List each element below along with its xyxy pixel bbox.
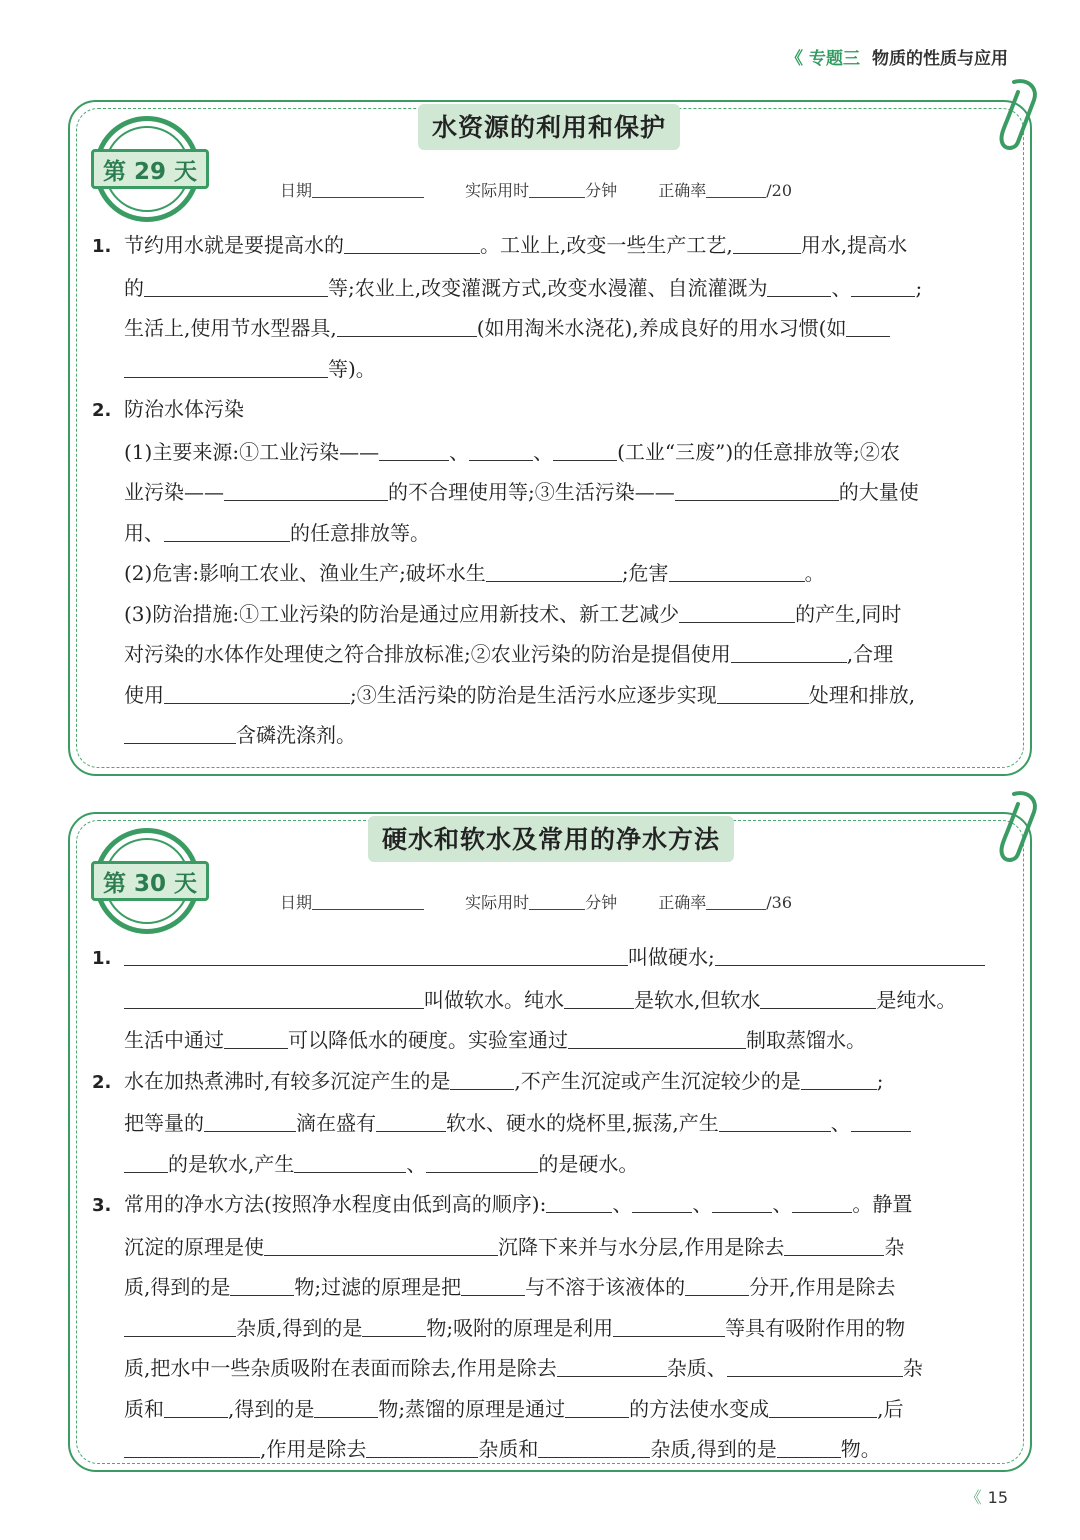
text-row [92,389,1010,432]
text: 、 [406,1151,427,1176]
text: 、 [831,275,852,300]
text: 、 [772,1192,793,1216]
text: 。工业上,改变一些生产工艺, [480,233,733,257]
answer-blank[interactable] [715,943,985,966]
answer-blank[interactable] [564,986,634,1009]
text: 生活中通过 [124,1028,224,1052]
text: (3)防治措施:①工业污染的防治是通过应用新技术、新工艺减少 [124,601,680,626]
day30-badge-label: 第 30 天 [91,861,209,901]
text-row [92,675,1010,716]
answer-blank[interactable] [344,231,480,254]
text: 制取蒸馏水。 [746,1028,866,1052]
answer-blank[interactable] [264,1233,498,1256]
text: 的不合理使用等;③生活污染—— [388,480,675,504]
text: 业污染—— [124,480,224,504]
answer-blank[interactable] [731,640,847,663]
text: 、 [692,1192,713,1216]
text-row [92,1267,1010,1308]
text-row [92,513,1010,554]
answer-blank[interactable] [469,438,533,461]
time-unit: 分钟 [585,893,618,912]
text: 杂质和 [478,1437,539,1461]
answer-blank[interactable] [294,1150,406,1173]
day30-badge [94,828,200,934]
answer-blank[interactable] [784,1233,884,1256]
answer-blank[interactable] [669,559,805,582]
answer-blank[interactable] [362,1314,426,1337]
chevron-left-icon: 《 [786,49,803,69]
text-row [92,1389,1010,1430]
text: 质,得到的是 [124,1275,231,1299]
text: 节约用水就是要提高水的 [124,233,344,257]
text: 的方法使水变成 [629,1396,770,1421]
text: ,后 [877,1396,904,1421]
text: ; [876,1068,884,1093]
text: 是纯水。 [876,987,957,1012]
answer-blank[interactable] [546,1190,612,1213]
answer-blank[interactable] [767,274,831,297]
page-header [786,44,1008,69]
text: ,作用是除去 [260,1437,367,1461]
answer-blank[interactable] [777,1435,841,1458]
day29-badge-label: 第 29 天 [91,149,209,189]
text: (工业“三废”)的任意排放等;②农 [617,439,900,464]
text: 生活上,使用节水型器具, [124,316,337,340]
text-row [92,1227,1010,1268]
accuracy-total: /20 [766,181,792,200]
text: 沉淀的原理是使 [124,1234,264,1259]
answer-blank[interactable] [314,1395,378,1418]
answer-blank[interactable] [851,274,915,297]
text-row [92,553,1010,594]
text-row [92,1184,1010,1227]
text: 水在加热煮沸时,有较多沉淀产生的是 [124,1068,451,1093]
answer-blank[interactable] [224,478,388,501]
text-row [92,432,1010,473]
text: 杂质,得到的是 [236,1315,363,1340]
answer-blank[interactable] [760,986,876,1009]
answer-blank[interactable] [337,314,477,337]
answer-blank[interactable] [486,559,622,582]
time-blank[interactable] [529,197,585,198]
page-number: 15 [987,1488,1008,1507]
time-label: 实际用时 [465,181,530,200]
text-row [92,937,1010,980]
date-blank[interactable] [312,197,424,198]
text: 物;吸附的原理是利用 [426,1315,614,1340]
answer-blank[interactable] [124,1314,236,1337]
text: ,得到的是 [228,1396,315,1421]
text: (1)主要来源:①工业污染—— [124,439,380,464]
text: 。静置 [852,1192,913,1216]
text: 对污染的水体作处理使之符合排放标准;②农业污染的防治是提倡使用 [124,642,731,666]
day30-card [68,812,1032,1472]
text: 质和 [124,1396,164,1421]
text-row [92,349,1010,390]
text: 叫做硬水; [628,945,715,969]
accuracy-label: 正确率 [658,181,707,200]
text: 是软水,但软水 [634,987,761,1012]
answer-blank[interactable] [164,1395,228,1418]
text: 杂质,得到的是 [650,1437,777,1461]
text: ; [915,275,923,300]
text: 物。 [840,1437,881,1461]
day30-meta [280,890,828,913]
answer-blank[interactable] [461,1273,525,1296]
answer-blank[interactable] [557,1354,667,1377]
text-row [92,268,1010,309]
text: 的大量使 [838,480,919,504]
day30-title: 硬水和软水及常用的净水方法 [368,816,734,862]
answer-blank[interactable] [719,1109,831,1132]
accuracy-label: 正确率 [658,893,707,912]
answer-blank[interactable] [679,600,795,623]
time-blank[interactable] [529,909,585,910]
answer-blank[interactable] [124,355,328,378]
accuracy-blank[interactable] [706,909,766,910]
text: (2)危害:影响工农业、渔业生产;破坏水生 [124,561,486,585]
text-row [92,980,1010,1021]
accuracy-total: /36 [766,893,792,912]
text-row [92,1348,1010,1389]
question-number: 1. [92,236,112,257]
text-row [92,1144,1010,1185]
question-number: 1. [92,948,112,969]
answer-blank[interactable] [717,681,809,704]
text: 。 [804,561,825,585]
text-row [92,634,1010,675]
day29-card [68,100,1032,776]
text: 防治水体污染 [124,397,244,421]
answer-blank[interactable] [538,1435,650,1458]
day29-title: 水资源的利用和保护 [418,104,680,150]
header-topic: 专题三 [809,49,860,69]
paperclip-icon [984,76,1040,156]
text: 、 [612,1192,633,1216]
answer-blank[interactable] [769,1395,877,1418]
text: 质,把水中一些杂质吸附在表面而除去,作用是除去 [124,1356,557,1380]
text: 分开,作用是除去 [749,1275,896,1299]
text: ;③生活污染的防治是生活污水应逐步实现 [350,682,717,707]
text-row [92,225,1010,268]
date-blank[interactable] [312,909,424,910]
text: ,合理 [846,642,894,666]
answer-blank[interactable] [553,438,617,461]
answer-blank[interactable] [565,1395,629,1418]
answer-blank[interactable] [124,1150,168,1173]
paperclip-icon [984,788,1040,868]
header-subject: 物质的性质与应用 [872,49,1008,69]
text: 含磷洗涤剂。 [236,723,356,747]
answer-blank[interactable] [733,231,801,254]
answer-blank[interactable] [124,1435,260,1458]
question-number: 2. [92,1071,112,1093]
answer-blank[interactable] [224,1026,288,1049]
text: 、 [533,439,554,464]
day29-content [92,225,1010,756]
time-unit: 分钟 [585,181,618,200]
text-row [92,1061,1010,1104]
text: 、 [449,439,470,464]
answer-blank[interactable] [379,438,449,461]
text-row [92,1429,1010,1470]
text: 的产生,同时 [795,601,902,626]
text: 与不溶于该液体的 [525,1275,686,1299]
text: 等)。 [328,356,376,381]
text-row [92,715,1010,756]
text: 常用的净水方法(按照净水程度由低到高的顺序): [124,1192,547,1216]
accuracy-blank[interactable] [706,197,766,198]
text: 用水,提高水 [800,233,908,257]
answer-blank[interactable] [846,314,890,337]
text: ,不产生沉淀或产生沉淀较少的是 [514,1068,801,1093]
text: 把等量的 [124,1111,204,1135]
answer-blank[interactable] [164,519,290,542]
question-number: 2. [92,400,112,421]
text: 、 [830,1111,851,1135]
text: 物;蒸馏的原理是通过 [378,1396,566,1421]
text-row [92,1308,1010,1349]
text: (如用淘米水浇花),养成良好的用水习惯(如 [476,316,847,340]
answer-blank[interactable] [204,1109,296,1132]
date-label: 日期 [280,893,313,912]
answer-blank[interactable] [366,1435,478,1458]
text-row [92,594,1010,635]
answer-blank[interactable] [851,1109,911,1132]
answer-blank[interactable] [124,986,424,1009]
text: 可以降低水的硬度。实验室通过 [288,1028,568,1052]
answer-blank[interactable] [568,1026,746,1049]
answer-blank[interactable] [450,1067,514,1090]
text: ;危害 [621,561,669,585]
text: 沉降下来并与水分层,作用是除去 [498,1234,785,1259]
text: 滴在盛有 [296,1111,376,1135]
text: 软水、硬水的烧杯里,振荡,产生 [446,1111,719,1135]
text: 的 [124,275,144,300]
answer-blank[interactable] [727,1354,903,1377]
text-row [92,308,1010,349]
answer-blank[interactable] [144,274,328,297]
page-footer [966,1485,1008,1508]
date-label: 日期 [280,181,313,200]
answer-blank[interactable] [376,1109,446,1132]
text: 的是软水,产生 [168,1151,295,1176]
text-row [92,1020,1010,1061]
text: 处理和排放, [808,682,916,707]
text: 用、 [124,520,164,545]
answer-blank[interactable] [230,1273,294,1296]
day29-badge [94,116,200,222]
text: 使用 [124,682,164,707]
text: 叫做软水。纯水 [424,987,564,1012]
answer-blank[interactable] [164,681,350,704]
answer-blank[interactable] [712,1190,772,1213]
answer-blank[interactable] [792,1190,852,1213]
text: 等具有吸附作用的物 [725,1315,906,1340]
answer-blank[interactable] [124,943,628,966]
text: 的是硬水。 [538,1151,639,1176]
answer-blank[interactable] [675,478,839,501]
text: 杂 [902,1356,923,1380]
text: 杂质、 [666,1356,727,1380]
answer-blank[interactable] [124,721,236,744]
text: 的任意排放等。 [290,520,430,545]
text: 物;过滤的原理是把 [294,1275,462,1299]
text-row [92,1103,1010,1144]
day30-content [92,937,1010,1470]
text-row [92,472,1010,513]
answer-blank[interactable] [632,1190,692,1213]
text: 杂 [884,1234,905,1259]
day29-meta [280,178,828,201]
answer-blank[interactable] [801,1067,877,1090]
answer-blank[interactable] [685,1273,749,1296]
question-number: 3. [92,1195,112,1216]
chevron-left-icon: 《 [965,1488,982,1507]
time-label: 实际用时 [465,893,530,912]
text: 等;农业上,改变灌溉方式,改变水漫灌、自流灌溉为 [328,275,768,300]
answer-blank[interactable] [613,1314,725,1337]
answer-blank[interactable] [426,1150,538,1173]
